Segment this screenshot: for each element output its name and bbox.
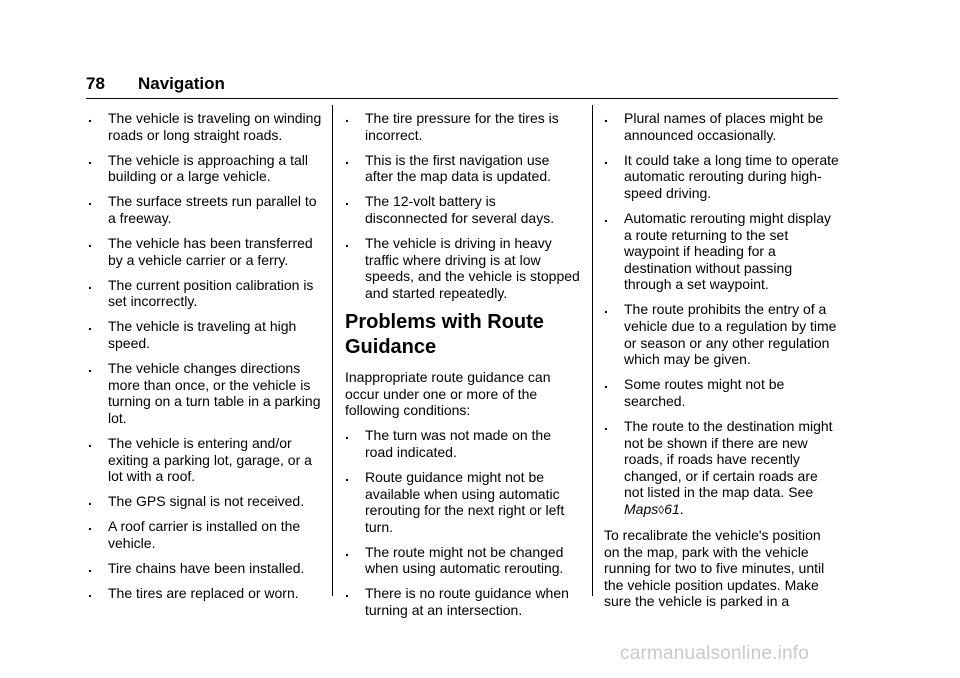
list-item-text: Tire chains have been installed. [108,560,305,577]
bullet-mark: . [88,317,92,334]
bullet-mark: . [88,234,92,251]
bullet-mark: . [88,150,92,167]
watermark: carmanualsonline.info [620,643,810,664]
list-item [345,152,581,185]
bullet-mark: . [604,375,608,392]
list-item [604,110,840,143]
intro-paragraph: Inappropriate route guidance can occur under one or more of the following conditions: [345,368,551,419]
list-item-text: The vehicle is traveling at high speed. [108,318,297,352]
list-item [345,544,581,577]
list-item [88,560,326,577]
list-item [345,427,581,460]
list-item-text: The vehicle has been transferred by a vehicle carrier or a ferry. [108,235,313,268]
bullet-mark: . [604,109,608,125]
list-item-text: The tire pressure for the tires is incorrect. [365,110,559,143]
bullet-mark: . [345,542,349,559]
list-item-text: The vehicle is traveling on winding roads or long straight roads. [108,110,322,143]
list-item [88,360,326,426]
bullet-mark: . [88,359,92,376]
list-item [345,585,581,618]
bullet-mark: . [345,234,349,251]
list-item [88,235,326,268]
bullet-mark: . [345,426,349,443]
list-item [88,193,326,226]
list-item-text: The route to the destination might not be shown if there are new roads, if roads have recently changed, or if certain roads are not listed in the map data. See [624,418,833,501]
column-1 [88,110,326,610]
list-item-text: The surface streets run parallel to a freeway. [108,193,317,226]
bullet-mark: . [88,192,92,209]
list-item-text: The vehicle is driving in heavy traffic where driving is at low speeds, and the vehicle is stopped and started repeatedly. [365,235,580,301]
list-item-text: The route might not be changed when using automatic rerouting. [365,543,564,577]
list-item [345,193,581,226]
list-item [88,493,326,510]
list-item-text: The current position calibration is set incorrectly. [108,276,314,310]
list-item-text: Some routes might not be searched. [624,376,785,409]
list-item-text: The route prohibits the entry of a vehicle due to a regulation by time or season or any other regulation which may be given. [624,301,837,368]
bullet-mark: . [88,275,92,292]
bullet-mark: . [88,434,92,450]
bullet-mark: . [88,584,92,601]
list-item [604,210,840,293]
list-item [88,585,326,602]
list-item [88,152,326,185]
column-divider-right [592,105,593,596]
bullet-mark: . [604,300,608,317]
bullet-mark: . [88,559,92,576]
bullet-mark: . [345,109,349,125]
bullet-mark: . [88,517,92,534]
list-item-text: The turn was not made on the road indicated. [365,427,551,460]
list-item-text: The tires are replaced or worn. [108,585,299,602]
list-item-text: The 12-volt battery is disconnected for several days. [365,193,555,226]
list-item [345,469,581,535]
bullet-mark: . [345,150,349,167]
list-item-text: Automatic rerouting might display a route returning to the set waypoint if heading for a destination without passing through a set waypoint. [624,209,831,293]
list-item [88,110,326,143]
list-item [88,435,326,485]
bullet-mark: . [88,492,92,509]
list-item [604,418,840,519]
list-item-text: The vehicle is approaching a tall building or a large vehicle. [108,151,309,185]
list-item-text: Route guidance might not be available when using automatic rerouting for the next right or left turn. [365,468,565,535]
list-item-text: The GPS signal is not received. [108,493,305,510]
list-item-text: There is no route guidance when turning at an intersection. [365,585,569,619]
list-item-text: The vehicle is entering and/or exiting a parking lot, garage, or a lot with a roof. [108,435,312,485]
list-item-text: A roof carrier is installed on the vehicle. [108,518,301,551]
list-item-text: It could take a long time to operate automatic rerouting during high-speed driving. [624,151,839,201]
section-title: Problems with Route Guidance [345,310,544,358]
list-item [604,152,840,202]
column-divider-left [332,105,333,596]
list-item [88,277,326,310]
maps-reference-link[interactable]: Maps [624,500,659,517]
sentence-end: . [679,500,684,517]
list-item [345,110,581,143]
page-header [86,72,838,99]
column-3 [604,110,840,619]
bullet-mark: . [345,467,349,484]
bullet-mark: . [604,417,608,433]
bullet-mark: . [604,150,608,167]
bullet-mark: . [88,109,92,125]
bullet-mark: . [345,584,349,601]
page-reference-number: 61 [664,500,680,517]
recalibrate-paragraph: To recalibrate the vehicle's position on the map, park with the vehicle running for two to five minutes, until the vehicle position updates. Make sure the vehicle is parked in a [604,527,825,610]
list-item [88,518,326,551]
list-item-text: This is the first navigation use after the map data is updated. [365,151,552,185]
list-item [88,318,326,351]
list-item-text: Plural names of places might be announced occasionally. [624,110,824,143]
list-item [345,235,581,301]
page-reference-icon: ◊ [658,502,665,517]
list-item [604,376,840,409]
page-title: Navigation [138,74,225,93]
column-2 [345,110,581,627]
page-number: 78 [86,74,105,93]
bullet-mark: . [604,208,608,225]
bullet-mark: . [345,192,349,209]
list-item-text: The vehicle changes directions more than once, or the vehicle is turning on a turn table in a parking lot. [108,360,321,426]
list-item [604,301,840,367]
